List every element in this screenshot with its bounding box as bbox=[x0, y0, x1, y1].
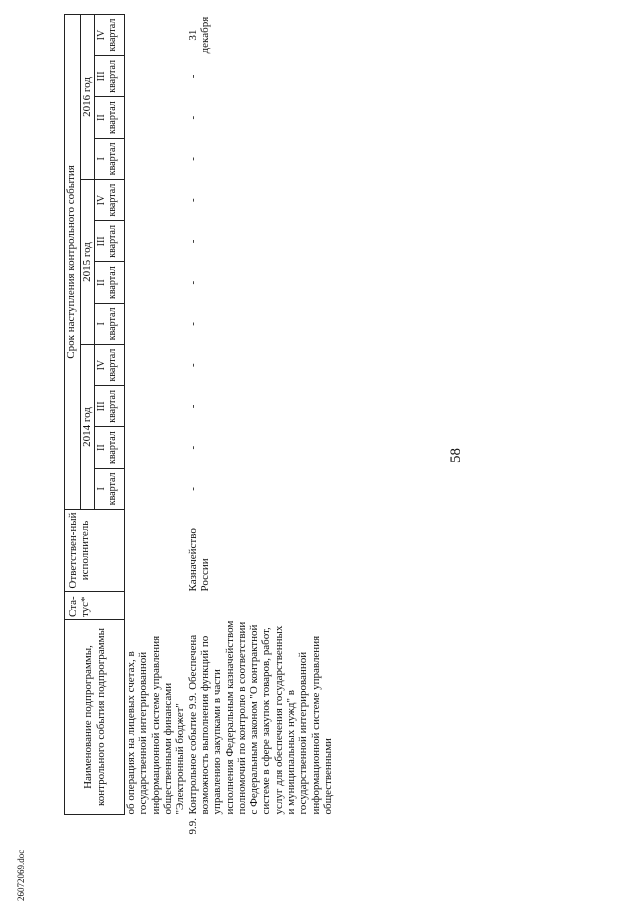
header-quarter bbox=[95, 427, 125, 468]
quarter-numeral: I bbox=[96, 487, 107, 491]
deadline-cell: - bbox=[186, 198, 199, 202]
deadline-cell: - bbox=[186, 404, 199, 409]
row-responsible bbox=[125, 510, 187, 592]
deadline-cell: - bbox=[186, 157, 199, 161]
quarter-word: квартал bbox=[107, 348, 118, 382]
quarter-word: квартал bbox=[107, 266, 118, 300]
header-quarter bbox=[95, 97, 125, 138]
quarter-word: квартал bbox=[107, 307, 118, 341]
quarter-word: квартал bbox=[107, 431, 118, 465]
quarter-word: квартал bbox=[107, 142, 118, 176]
quarter-numeral: II bbox=[96, 279, 107, 286]
control-events-table bbox=[64, 14, 334, 835]
deadline-cell: - bbox=[186, 74, 199, 79]
header-name: Наименование подпрограммы, контрольного события подпрограммы bbox=[65, 620, 125, 815]
deadline-cell: - bbox=[186, 363, 199, 367]
quarter-word: квартал bbox=[107, 101, 118, 135]
footer-doc-code: 26072069.doc bbox=[16, 849, 26, 901]
quarter-numeral: IV bbox=[96, 194, 107, 206]
header-quarter bbox=[95, 303, 125, 344]
header-quarter bbox=[95, 180, 125, 221]
deadline-cell: 31 декабря bbox=[186, 16, 211, 54]
header-status: Ста-тус* bbox=[65, 592, 125, 620]
quarter-word: квартал bbox=[107, 183, 118, 217]
header-quarter bbox=[95, 345, 125, 386]
header-year-2016: 2016 год bbox=[81, 14, 95, 179]
row-responsible: Казначейство России bbox=[186, 528, 211, 592]
header-quarter bbox=[95, 138, 125, 179]
quarter-numeral: III bbox=[96, 401, 107, 412]
header-quarter bbox=[95, 386, 125, 427]
header-quarter bbox=[95, 262, 125, 303]
row-number: 9.9. bbox=[186, 818, 199, 835]
header-quarter bbox=[95, 14, 125, 55]
quarter-numeral: IV bbox=[96, 359, 107, 371]
quarter-word: квартал bbox=[107, 390, 118, 423]
header-quarter bbox=[95, 221, 125, 262]
quarter-word: квартал bbox=[107, 225, 118, 258]
quarter-numeral: III bbox=[96, 71, 107, 82]
quarter-numeral: IV bbox=[96, 29, 107, 41]
header-quarter bbox=[95, 468, 125, 509]
row-name: об операциях на лицевых счетах, в государственной интегрированной информационной системе управления общественными финансами "Электронный бюджет" bbox=[125, 635, 187, 815]
table-row bbox=[187, 14, 335, 814]
header-deadline: Срок наступления контрольного события bbox=[65, 14, 81, 509]
quarter-numeral: II bbox=[96, 444, 107, 451]
header-year-2015: 2015 год bbox=[81, 180, 95, 345]
row-status bbox=[125, 592, 187, 620]
quarter-numeral: I bbox=[96, 157, 107, 161]
quarter-word: квартал bbox=[107, 60, 118, 93]
deadline-cell: - bbox=[186, 322, 199, 326]
quarter-word: квартал bbox=[107, 472, 118, 506]
quarter-numeral: II bbox=[96, 114, 107, 121]
deadline-cell: - bbox=[186, 280, 199, 285]
deadline-cell: - bbox=[186, 115, 199, 120]
header-quarter bbox=[95, 56, 125, 97]
deadline-cell: - bbox=[186, 487, 199, 491]
deadline-cell: - bbox=[186, 239, 199, 244]
row-name-text: Контрольное событие 9.9. Обеспечена возможность выполнения функций по управлению закупками в части исполнения Федеральным казначейством полномочий по контролю в соответствии с Федеральным законом "О контрактной системе в сфере закупок товаров, работ, услуг для обеспечения государственных и муниципальных нужд" в государственной интегрированной информационной системе управления общественными bbox=[186, 620, 334, 815]
row-status bbox=[187, 592, 335, 620]
deadline-cell: - bbox=[186, 445, 199, 450]
quarter-numeral: III bbox=[96, 236, 107, 247]
quarter-word: квартал bbox=[107, 18, 118, 52]
table-row bbox=[125, 14, 187, 814]
quarter-numeral: I bbox=[96, 322, 107, 326]
page-number: 58 bbox=[448, 448, 464, 463]
row-name bbox=[186, 620, 335, 835]
row-deadlines-empty bbox=[125, 14, 187, 509]
header-year-2014: 2014 год bbox=[81, 345, 95, 510]
header-responsible: Ответствен-ный исполнитель bbox=[65, 510, 125, 592]
